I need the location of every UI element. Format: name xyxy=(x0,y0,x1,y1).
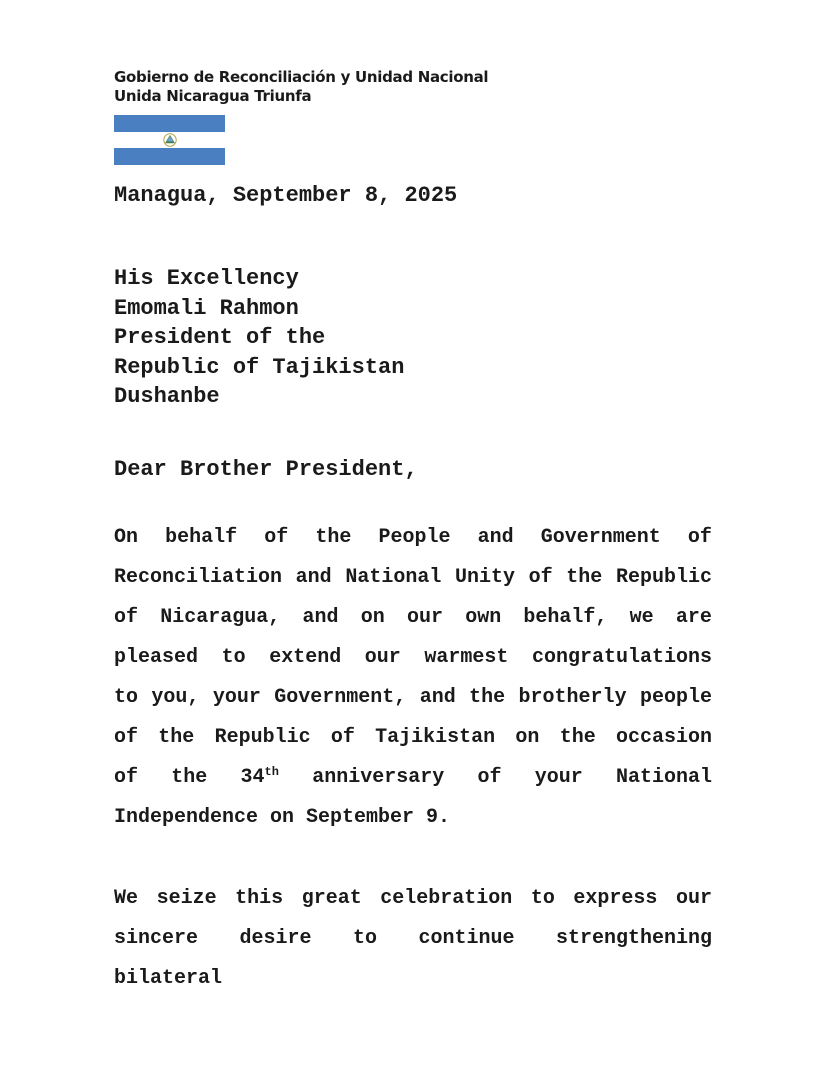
paragraph-line: sincere desire to continue strengthening bilateral xyxy=(114,927,712,990)
recipient-line: President of the xyxy=(114,325,326,350)
flag-top-band xyxy=(114,115,225,132)
recipient-line: Dushanbe xyxy=(114,384,220,409)
paragraph-line: of the Republic of Tajikistan on the occasion xyxy=(114,726,712,749)
paragraph-line: Independence on September 9. xyxy=(114,806,451,829)
paragraph-line: pleased to extend our warmest congratulations xyxy=(114,646,712,669)
letterhead-motto: Unida Nicaragua Triunfa xyxy=(114,87,312,105)
recipient-line: Republic of Tajikistan xyxy=(114,354,405,380)
paragraph-line: of Nicaragua, and on our own behalf, we are xyxy=(114,606,712,629)
paragraph-line: On behalf of the People and Government of xyxy=(114,526,712,549)
paragraph-line: to you, your Government, and the brotherly people xyxy=(114,686,712,709)
coat-of-arms-icon xyxy=(161,133,179,147)
anniversary-text-end: anniversary of your National xyxy=(278,766,712,789)
body-paragraph-2 xyxy=(114,879,712,990)
paragraph-line: Reconciliation and National Unity of the Republic xyxy=(114,566,712,589)
body-paragraph-1 xyxy=(114,518,712,838)
recipient-address xyxy=(114,264,404,412)
recipient-line: Emomali Rahmon xyxy=(114,295,299,321)
paragraph-line: We seize this great celebration to express our xyxy=(114,887,712,910)
salutation: Dear Brother President, xyxy=(114,457,418,482)
recipient-line: His Excellency xyxy=(114,266,299,291)
letterhead-government-name: Gobierno de Reconciliación y Unidad Nacional xyxy=(114,68,489,86)
letter-date: Managua, September 8, 2025 xyxy=(114,183,458,208)
anniversary-text-start: of the 34 xyxy=(114,766,265,789)
letterhead xyxy=(114,68,488,106)
nicaragua-flag-icon xyxy=(114,115,225,165)
flag-bottom-band xyxy=(114,148,225,165)
paragraph-line-anniversary xyxy=(114,758,712,798)
ordinal-suffix: th xyxy=(264,765,279,779)
